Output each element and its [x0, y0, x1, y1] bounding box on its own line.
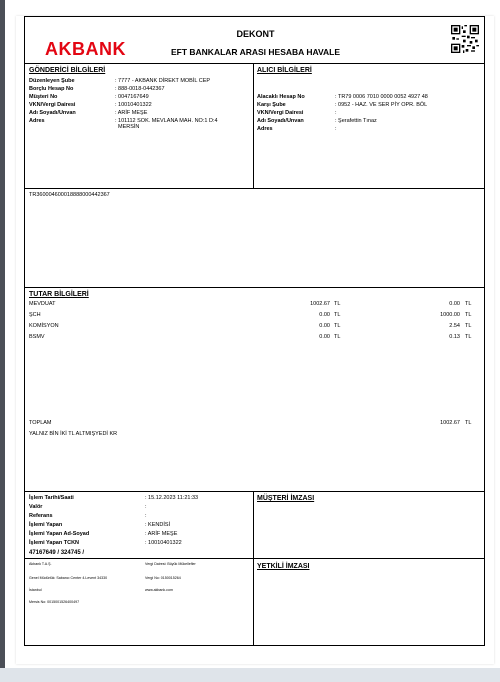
transaction-label: Referans [29, 513, 53, 519]
transaction-label: İşlemi Yapan [29, 522, 63, 528]
receiver-label: Adı Soyadı/Unvan [257, 118, 304, 124]
sender-label: VKN/Vergi Dairesi [29, 102, 76, 108]
amount-cur1: TL [334, 323, 341, 329]
amount-row-name: KOMİSYON [29, 323, 59, 329]
transaction-value: : 10010401322 [145, 540, 182, 546]
receiver-label: Alacaklı Hesap No [257, 94, 305, 100]
receipt-page [16, 16, 494, 664]
amount-in-words: YALNIZ BİN İKİ TL ALTMIŞYEDİ KR [29, 431, 118, 437]
sender-label: Düzenleyen Şube [29, 78, 75, 84]
footer-tax-office: Vergi Dairesi: Büyük Mükellefler [145, 562, 196, 566]
transfer-description: TR36000460001888800044236​7 [29, 192, 110, 198]
amount-cur2: TL [465, 312, 472, 318]
amount-col1: 1002.67 [310, 301, 330, 307]
document-title: DEKONT [236, 29, 275, 39]
transaction-label: İşlemi Yapan TCKN [29, 540, 80, 546]
sender-value: : 0047167649 [115, 94, 149, 100]
amount-cur2: TL [465, 334, 472, 340]
authorized-signature-label: YETKİLİ İMZASI [257, 563, 310, 570]
amount-cur1: TL [334, 334, 341, 340]
sender-label: Adres [29, 118, 45, 124]
sender-address-line2: MERSİN [118, 124, 140, 130]
total-currency: TL [465, 420, 472, 426]
transaction-value: : ARİF MEŞE [145, 531, 178, 537]
sender-value: : 888-0018-0442367 [115, 86, 165, 92]
footer-city: İstanbul [29, 588, 42, 592]
viewer-sidebar [0, 0, 5, 682]
footer-mersis: Mersis No: 0015001526400497 [29, 600, 80, 604]
receiver-value: : Şerafettin Tınaz [335, 118, 377, 124]
sender-section-title: GÖNDERİCİ BİLGİLERİ [29, 67, 106, 74]
transaction-value: : KENDİSİ [145, 522, 171, 528]
receiver-section-title: ALICI BİLGİLERİ [257, 67, 312, 74]
amount-cur2: TL [465, 301, 472, 307]
amount-col2: 2.54 [449, 323, 460, 329]
amount-col1: 0.00 [319, 323, 330, 329]
total-label: TOPLAM [29, 420, 52, 426]
amount-row-name: MEVDUAT [29, 301, 56, 307]
amount-cur2: TL [465, 323, 472, 329]
footer-tax-no: Vergi No: 0150015264 [145, 576, 181, 580]
receipt-frame [24, 16, 485, 646]
amount-row-name: BSMV [29, 334, 45, 340]
total-value: 1002.67 [440, 420, 460, 426]
footer-website: www.akbank.com [145, 588, 173, 592]
amount-col2: 1000.00 [440, 312, 460, 318]
amount-cur1: TL [334, 301, 341, 307]
amounts-section-title: TUTAR BİLGİLERİ [29, 291, 89, 298]
customer-signature-label: MÜŞTERİ İMZASI [257, 495, 315, 502]
sender-value: : ARİF MEŞE [115, 110, 148, 116]
receiver-value: : TR79 0006 7010 0000 0052 4927 48 [335, 94, 428, 100]
receiver-label: Adres [257, 126, 273, 132]
amount-col2: 0.00 [449, 301, 460, 307]
document-subtitle: EFT BANKALAR ARASI HESABA HAVALE [170, 47, 341, 57]
amount-cur1: TL [334, 312, 341, 318]
receiver-value: : [335, 126, 337, 132]
bank-logo: AKBANK [45, 39, 126, 59]
transaction-label: İşlem Tarihi/Saati [29, 495, 74, 501]
sender-label: Adı Soyadı/Unvan [29, 110, 76, 116]
transaction-label: İşlemi Yapan Ad-Soyad [29, 531, 90, 537]
receiver-value: : 0952 - HAZ. VE SER PİY OPR. BÖL [335, 102, 428, 108]
footer-company: Akbank T.A.Ş. [29, 562, 52, 566]
amount-row-name: ŞCH [29, 312, 41, 318]
sender-value: : 7777 - AKBANK DİREKT MOBİL CEP [115, 78, 211, 84]
sender-value: : 101112 SOK. MEVLANA MAH. NO:1 D:4 [115, 118, 218, 124]
receiver-label: Karşı Şube [257, 102, 286, 108]
transaction-value: : [145, 504, 147, 510]
transaction-value: : 15.12.2023 11:21:33 [145, 495, 199, 501]
footer-hq: Genel Müdürlük: Sabancı Center 4.Levent 34330 [29, 576, 108, 580]
amount-col2: 0.13 [449, 334, 460, 340]
amount-col1: 0.00 [319, 312, 330, 318]
receiver-value: : [335, 110, 337, 116]
transaction-label: Valör [29, 504, 43, 510]
transaction-ref-code: 47167649 / 324745 / [29, 550, 85, 556]
viewer-bottom-bar [0, 668, 500, 682]
receiver-label: VKN/Vergi Dairesi [257, 110, 304, 116]
transaction-value: : [145, 513, 147, 519]
sender-label: Müşteri No [29, 94, 58, 100]
sender-value: : 10010401322 [115, 102, 152, 108]
qr-code-icon [451, 25, 479, 53]
sender-label: Borçlu Hesap No [29, 86, 74, 92]
amount-col1: 0.00 [319, 334, 330, 340]
